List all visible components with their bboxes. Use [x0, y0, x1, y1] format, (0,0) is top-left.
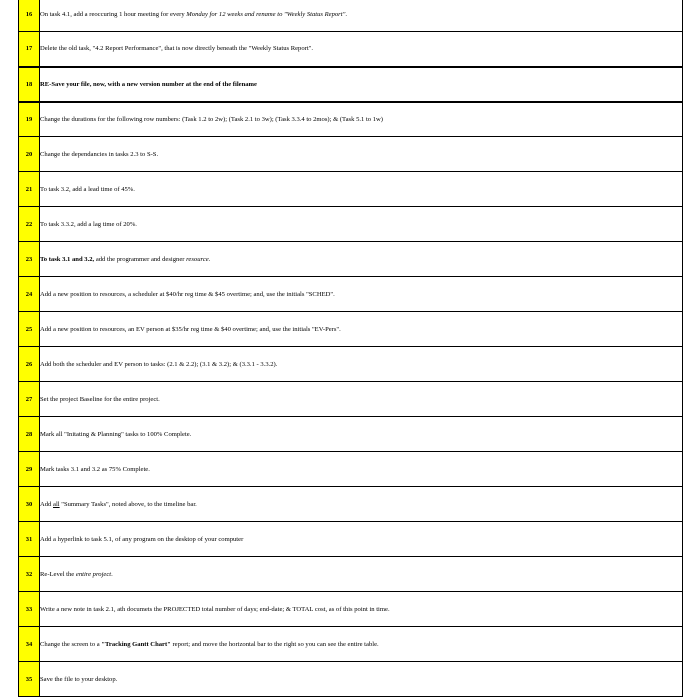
row-number: 29 [19, 452, 40, 487]
instruction-text: Add [40, 500, 54, 508]
table-row [19, 662, 683, 697]
row-number: 34 [19, 627, 40, 662]
instruction-text: Delete the old task, "4.2 Report Performance", that is now directly beneath the "Weekly Status Report". [40, 45, 313, 53]
table-row [19, 102, 683, 137]
instruction-text: Mark all "Initating & Planning" tasks to 100% Complete. [40, 430, 192, 438]
table-row [19, 347, 683, 382]
row-instruction [40, 0, 683, 32]
row-instruction [40, 382, 683, 417]
table-row [19, 32, 683, 67]
row-number: 26 [19, 347, 40, 382]
row-number: 18 [19, 67, 40, 102]
instruction-text-bold: RE-Save your file, now, with a new version number at the end of the filename [40, 80, 257, 88]
row-number: 19 [19, 102, 40, 137]
table-row [19, 67, 683, 102]
instruction-text-bold: To task 3.1 and 3.2, [40, 255, 95, 263]
row-number: 24 [19, 277, 40, 312]
instruction-text: add the programmer and designer [94, 255, 187, 263]
row-number: 23 [19, 242, 40, 277]
instruction-text-bold: "Tracking Gantt Chart" [101, 640, 171, 648]
instruction-text: . [111, 570, 113, 578]
row-number: 22 [19, 207, 40, 242]
row-number: 25 [19, 312, 40, 347]
row-instruction [40, 487, 683, 522]
row-instruction [40, 417, 683, 452]
table-row [19, 277, 683, 312]
row-number: 33 [19, 592, 40, 627]
instruction-text: Mark tasks 3.1 and 3.2 as 75% Complete. [40, 465, 150, 473]
instruction-text: Write a new note in task 2.1, ath documets the PROJECTED total number of days; end-date; & TOTAL cost, as of this point in time. [40, 605, 390, 613]
instruction-text: Add both the scheduler and EV person to tasks: (2.1 & 2.2); (3.1 & 3.2); & (3.3.1 - 3.3.2). [40, 360, 278, 368]
row-instruction [40, 522, 683, 557]
instruction-text: Change the dependancies in tasks 2.3 to S-S. [40, 150, 159, 158]
table-row [19, 452, 683, 487]
table-row [19, 172, 683, 207]
instruction-text: To task 3.2, add a lead time of 45%. [40, 185, 135, 193]
row-instruction [40, 137, 683, 172]
table-row [19, 0, 683, 32]
row-instruction [40, 242, 683, 277]
instruction-emphasis: Monday for 12 weeks and rename to "Weekly Status Report" [186, 10, 346, 18]
instruction-text: Add a hyperlink to task 5.1, of any program on the desktop of your computer [40, 535, 244, 543]
table-row [19, 557, 683, 592]
table-row [19, 487, 683, 522]
row-number: 30 [19, 487, 40, 522]
row-instruction [40, 312, 683, 347]
row-instruction [40, 172, 683, 207]
row-instruction [40, 207, 683, 242]
row-number: 27 [19, 382, 40, 417]
table-row [19, 207, 683, 242]
row-instruction [40, 452, 683, 487]
instruction-text: . [345, 10, 348, 18]
row-instruction [40, 347, 683, 382]
instruction-text: To task 3.3.2, add a lag time of 20%. [40, 220, 137, 228]
row-instruction [40, 102, 683, 137]
instruction-text: Save the file to your desktop. [40, 675, 118, 683]
instruction-text: "Summary Tasks", noted above, to the timeline bar. [59, 500, 197, 508]
row-number: 28 [19, 417, 40, 452]
row-number: 20 [19, 137, 40, 172]
row-number: 32 [19, 557, 40, 592]
instruction-text: . [208, 255, 211, 263]
row-instruction [40, 32, 683, 67]
table-row [19, 627, 683, 662]
row-number: 21 [19, 172, 40, 207]
instruction-emphasis: resource [186, 255, 209, 263]
table-row [19, 522, 683, 557]
table-row [19, 242, 683, 277]
instruction-text: Set the project Baseline for the entire project. [40, 395, 160, 403]
instruction-text: Change the durations for the following row numbers: (Task 1.2 to 2w); (Task 2.1 to 3w); (Task 3.3.4 to 2mos); & (Task 5.1 to 1w) [40, 115, 383, 123]
table-row [19, 137, 683, 172]
instruction-underline: all [53, 500, 60, 508]
table-row [19, 417, 683, 452]
row-number: 17 [19, 32, 40, 67]
row-instruction [40, 67, 683, 102]
table-row [19, 592, 683, 627]
row-number: 16 [19, 0, 40, 32]
task-table [18, 0, 683, 697]
row-instruction [40, 277, 683, 312]
instruction-text: report; and move the horizontal bar to the right so you can see the entire table. [170, 640, 379, 648]
row-number: 31 [19, 522, 40, 557]
row-number: 35 [19, 662, 40, 697]
table-row [19, 382, 683, 417]
instruction-text: Re-Level the [40, 570, 76, 578]
instruction-text: On task 4.1, add a reoccuring 1 hour meeting for every [40, 10, 187, 18]
row-instruction [40, 592, 683, 627]
instruction-text: Add a new position to resources, a scheduler at $40/hr reg time & $45 overtime; and, use the initials "SCHED". [40, 290, 335, 298]
table-row [19, 312, 683, 347]
row-instruction [40, 557, 683, 592]
row-instruction [40, 662, 683, 697]
row-instruction [40, 627, 683, 662]
instruction-emphasis: entire project [75, 570, 112, 578]
instruction-text: Add a new position to resources, an EV person at $35/hr reg time & $40 overtime; and, use the initials "EV-Pers". [40, 325, 341, 333]
instruction-text: Change the screen to a [40, 640, 102, 648]
